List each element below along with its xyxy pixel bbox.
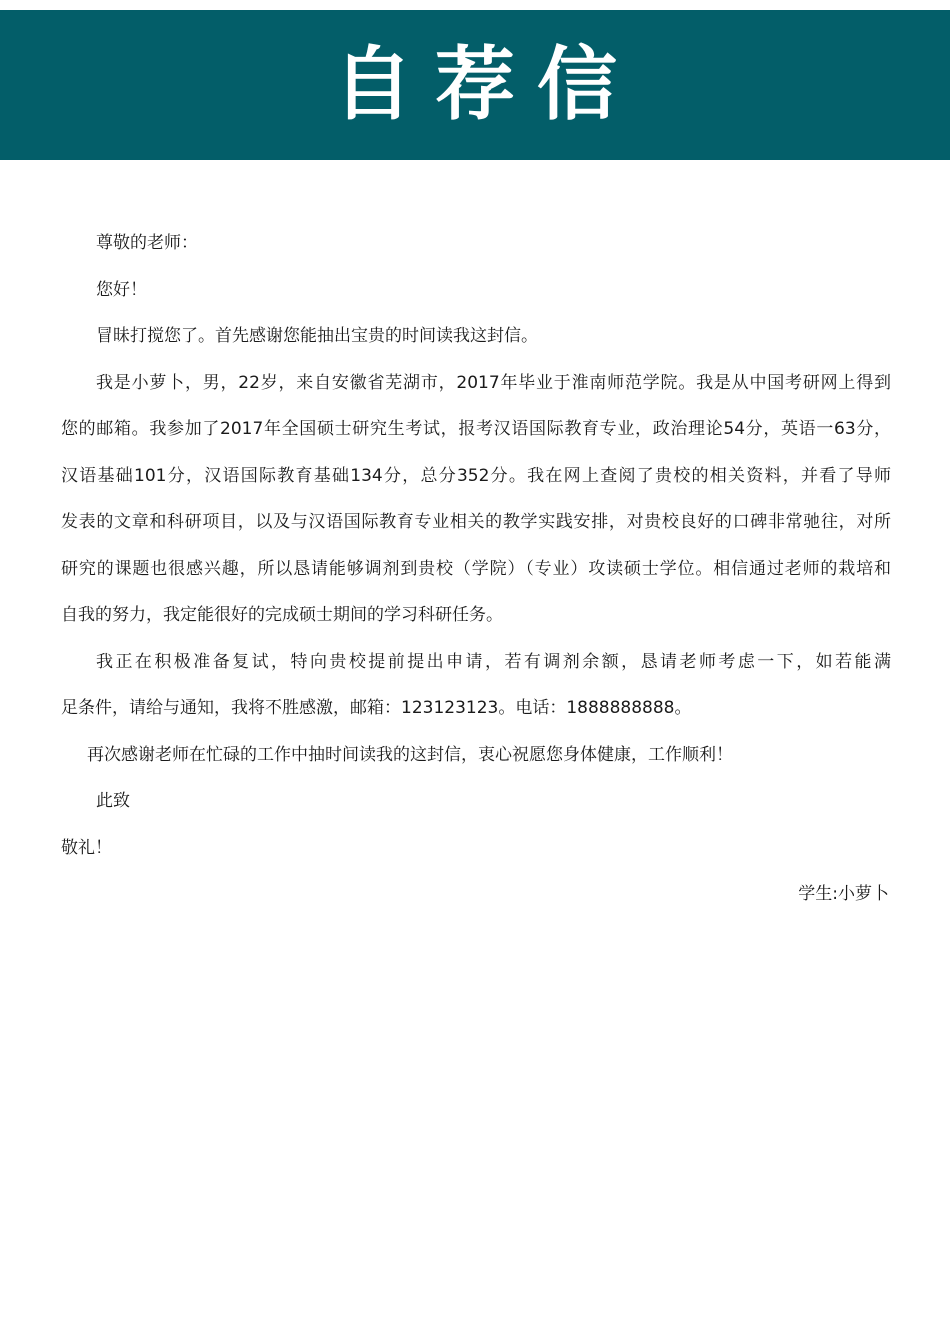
greeting: 您好！: [96, 279, 147, 300]
salutation: 尊敬的老师：: [96, 233, 198, 253]
regards-line: 敬礼！: [61, 837, 112, 858]
closing-line: 此致: [96, 791, 130, 811]
paragraph-line: 我正在积极准备复试，特向贵校提前提出申请，若有调剂余额，恳请老师考虑一下，如若能满: [96, 651, 891, 672]
paragraph-line: 足条件，请给与通知，我将不胜感激，邮箱：123123123。电话：1888888888。: [61, 698, 692, 718]
paragraph-line: 研究的课题也很感兴趣，所以恳请能够调剂到贵校（学院）（专业）攻读硕士学位。相信通过老师的栽培和: [61, 558, 891, 579]
page-title: 自荐信: [333, 38, 639, 131]
header-banner: [0, 10, 950, 160]
intro-line: 冒昧打搅您了。首先感谢您能抽出宝贵的时间读我这封信。: [96, 326, 538, 346]
letter-body: [61, 220, 891, 918]
paragraph-line: 汉语基础101分，汉语国际教育基础134分，总分352分。我在网上查阅了贵校的相关资料，并看了导师: [61, 465, 891, 486]
paragraph-line: 发表的文章和科研项目，以及与汉语国际教育专业相关的教学实践安排，对贵校良好的口碑非常驰往，对所: [61, 512, 891, 532]
paragraph-line: 您的邮箱。我参加了2017年全国硕士研究生考试，报考汉语国际教育专业，政治理论54分，英语一63分，: [61, 419, 891, 439]
signature: 学生:小萝卜: [798, 884, 889, 904]
paragraph-line: 自我的努力，我定能很好的完成硕士期间的学习科研任务。: [61, 605, 503, 625]
thanks-line: 再次感谢老师在忙碌的工作中抽时间读我的这封信，衷心祝愿您身体健康，工作顺利！: [87, 744, 733, 765]
paragraph-line: 我是小萝卜，男，22岁，来自安徽省芜湖市，2017年毕业于淮南师范学院。我是从中国考研网上得到: [96, 372, 891, 393]
